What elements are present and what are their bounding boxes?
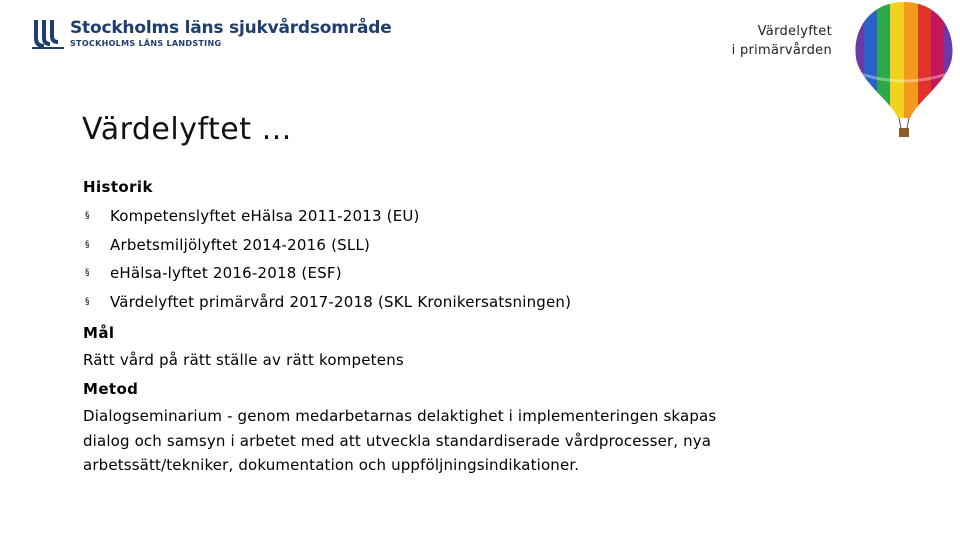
mal-heading: Mål — [83, 324, 115, 342]
list-item-text: eHälsa-lyftet 2016-2018 (ESF) — [110, 264, 342, 282]
logo-subtitle: STOCKHOLMS LÄNS LANDSTING — [70, 39, 222, 48]
list-item-text: Kompetenslyftet eHälsa 2011-2013 (EU) — [110, 207, 420, 225]
bullet-glyph: § — [85, 239, 90, 250]
hot-air-balloon-icon — [850, 0, 958, 142]
header-title — [732, 22, 832, 60]
bullet-glyph: § — [85, 296, 90, 307]
list-item — [83, 231, 803, 260]
header-line-2: i primärvården — [731, 43, 832, 58]
sll-logo — [30, 18, 392, 52]
list-item — [83, 202, 803, 231]
historik-heading: Historik — [83, 178, 153, 196]
historik-list — [83, 202, 803, 316]
logo-name: Stockholms läns sjukvårdsområde — [70, 18, 392, 38]
list-item — [83, 259, 803, 288]
metod-line: Dialogseminarium - genom medarbetarnas delaktighet i implementeringen skapas — [83, 407, 717, 425]
list-item — [83, 288, 803, 317]
page-title: Värdelyftet … — [82, 112, 293, 147]
mal-text: Rätt vård på rätt ställe av rätt kompetens — [83, 351, 404, 369]
list-item-text: Värdelyftet primärvård 2017-2018 (SKL Kronikersatsningen) — [110, 292, 572, 311]
content — [83, 176, 803, 478]
metod-paragraph — [83, 404, 803, 478]
list-item-text: Arbetsmiljölyftet 2014-2016 (SLL) — [110, 235, 371, 254]
metod-line: arbetssätt/tekniker, dokumentation och uppföljningsindikationer. — [83, 456, 580, 474]
header-line-1: Värdelyftet — [757, 24, 832, 39]
sll-logo-icon — [30, 18, 66, 50]
metod-heading: Metod — [83, 380, 139, 398]
bullet-glyph: § — [85, 268, 90, 278]
bullet-glyph: § — [85, 211, 90, 221]
metod-line: dialog och samsyn i arbetet med att utveckla standardiserade vårdprocesser, nya — [83, 431, 712, 450]
